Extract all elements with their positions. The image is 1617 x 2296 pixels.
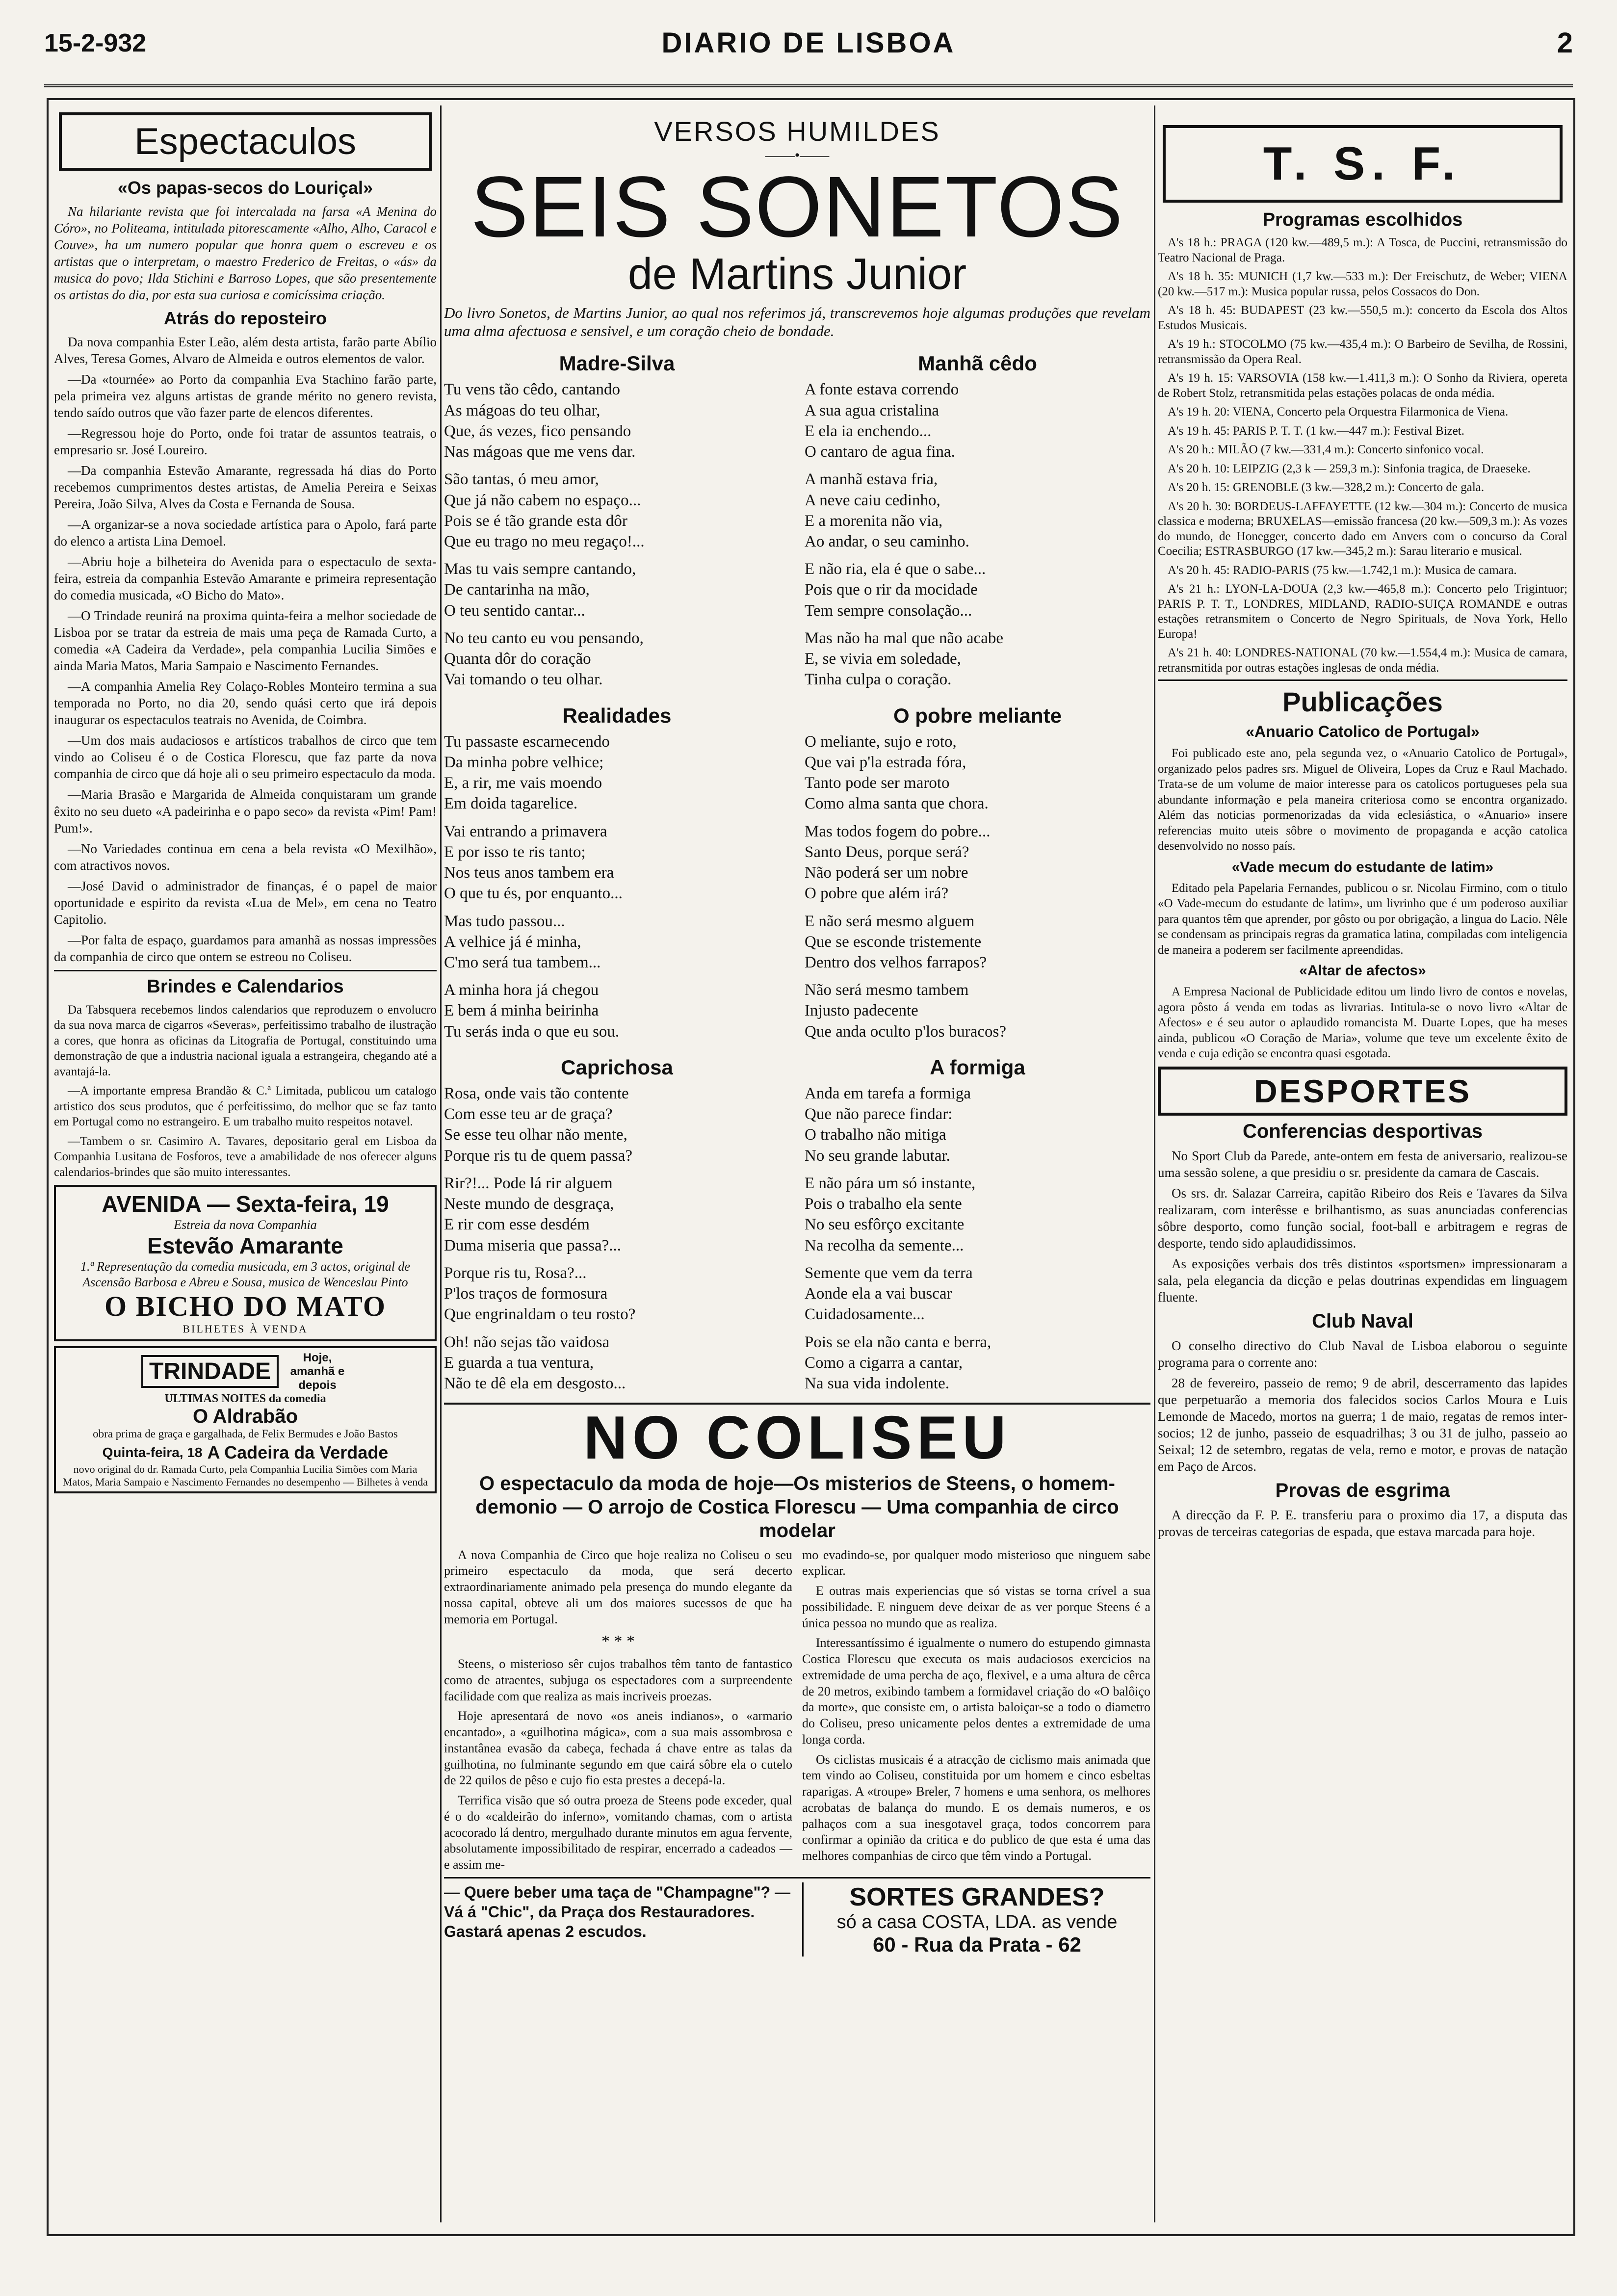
desportes-title: Provas de esgrima — [1275, 1479, 1450, 1501]
poem-stanza: Mas tu vais sempre cantando, De cantarinha na mão, O teu sentido cantar... — [444, 560, 636, 620]
publicacoes-text: A Empresa Nacional de Publicidade editou um lindo livro de contos e novelas, agora pôsto á venda em todas as livrarias. Intitula-se o novo livro «Altar de Afectos» e é seu autor o aplaudido romancista M. Duarte Lopes, que ha meses ainda, publicou «O Coração de Maria», volume que teve um excelente êxito de venda e cuja edição se encontra quasi esgotada. — [1158, 985, 1567, 1060]
masthead-rule — [44, 84, 1573, 87]
ad-avenida-desc: 1.ª Representação da comedia musicada, em 3 actos, original de Ascensão Barbosa e Abreu e Sousa, musica de Wenceslau Pinto — [80, 1259, 410, 1289]
desportes-title: Club Naval — [1312, 1310, 1413, 1332]
coliseu-separator: * * * — [601, 1632, 635, 1651]
list-item: A's 21 h.: LYON-LA-DOUA (2,3 kw.—465,8 m.): Concerto pelo Trigintuor; PARIS P. T. T., LONDRES, MIDLAND, RADIO-SUIÇA ROMANDE e outras estações retransmitem o Concerto de Negro Spirituals, de Nova York, Hello Europa! — [1158, 582, 1567, 641]
list-item: A's 20 h. 15: GRENOBLE (3 kw.—328,2 m.): Concerto de gala. — [1168, 481, 1485, 494]
publicacoes-title: «Vade mecum do estudante de latim» — [1231, 859, 1494, 875]
list-item: A's 18 h. 45: BUDAPEST (23 kw.—550,5 m.): concerto da Escola dos Altos Estudos Musicais. — [1158, 304, 1567, 332]
tsf-header-box — [1163, 125, 1563, 203]
ad-sortes-line: só a casa COSTA, LDA. as vende — [836, 1911, 1118, 1932]
versos-intro: Do livro Sonetos, de Martins Junior, ao qual nos referimos já, transcrevemos hoje algumas produções que revelam uma alma afectuosa e sensivel, e um coração cheio de bondade. — [444, 304, 1150, 340]
publicacoes-text: Foi publicado este ano, pela segunda vez, o «Anuario Catolico de Portugal», organizado pelos padres srs. Miguel de Oliveira, Lopes da Cruz e Raul Machado. Trata-se de um volume de maior interesse para os catolicos portugueses pela sua abundante informação e pela maneira criteriosa como se encontra organizado. Além das noticias pormenorizadas da vida eclesiástica, o «Anuario» insere referencias muito uteis sôbre o movimento de propaganda e acção catolica desenvolvido no nosso país. — [1158, 747, 1567, 853]
newspaper-title: DIARIO DE LISBOA — [661, 27, 956, 59]
poem-stanza: Pois se ela não canta e berra, Como a cigarra a cantar, Na sua vida indolente. — [805, 1333, 991, 1392]
ad-avenida — [54, 1185, 437, 1341]
poem-title: Madre-Silva — [559, 352, 675, 375]
ad-trindade-date: Quinta-feira, 18 — [102, 1444, 203, 1460]
list-item: A's 19 h. 20: VIENA, Concerto pela Orquestra Filarmonica de Viena. — [1168, 405, 1509, 418]
poem-stanza: No teu canto eu vou pensando, Quanta dôr do coração Vai tomando o teu olhar. — [444, 629, 644, 689]
poem — [805, 1049, 1150, 1401]
poem-stanza: A minha hora já chegou E bem á minha beirinha Tu serás inda o que eu sou. — [444, 981, 620, 1041]
poem-stanza: E não pára um só instante, Pois o trabalho ela sente No seu esfôrço excitante Na recolha da semente... — [805, 1174, 976, 1254]
story-paragraph: —No Variedades continua em cena a bela revista «O Mexilhão», com atractivos novos. — [54, 841, 437, 873]
ad-trindade-play1: O Aldrabão — [192, 1405, 298, 1427]
tsf-subtitle: Programas escolhidos — [1262, 209, 1463, 230]
poem-stanza: Não será mesmo tambem Injusto padecente Que anda oculto p'los buracos? — [805, 981, 1006, 1041]
ad-trindade-line1: ULTIMAS NOITES da comedia — [164, 1392, 326, 1405]
desportes-text: O conselho directivo do Club Naval de Lisboa elaborou o seguinte programa para o corrente ano: — [1158, 1338, 1567, 1370]
story-paragraph: —José David o administrador de finanças, é o papel de maior oportunidade e espirito da revista «Lua de Mel», em cena no Teatro Capitolio. — [54, 878, 437, 927]
ad-trindade-side: Hoje, amanhã e depois — [290, 1351, 345, 1392]
desportes-text: No Sport Club da Parede, ante-ontem em festa de aniversario, realizou-se uma sessão solene, a que presidiu o sr. presidente da camara de Cascais. — [1158, 1148, 1567, 1180]
list-item: A's 19 h.: STOCOLMO (75 kw.—435,4 m.): O Barbeiro de Sevilha, de Rossini, retransmissão da Opera Real. — [1158, 338, 1567, 366]
poems-grid — [444, 345, 1150, 1401]
list-item: A's 21 h. 40: LONDRES-NATIONAL (70 kw.—1.554,4 m.): Musica de camara, retransmitida por outras estações inglesas de onda média. — [1158, 646, 1567, 675]
poem-title: Manhã cêdo — [918, 352, 1037, 375]
poem-stanza: Mas tudo passou... A velhice já é minha, C'mo será tua tambem... — [444, 912, 601, 971]
poem-stanza: Mas não ha mal que não acabe E, se vivia em soledade, Tinha culpa o coração. — [805, 629, 1003, 689]
desportes-header: DESPORTES — [1253, 1072, 1472, 1109]
coliseu-paragraph: Os ciclistas musicais é a atracção de ciclismo mais animada que tem vindo ao Coliseu, constituida por um homem e cinco esbeltas raparigas. A «troupe» Breler, 7 homens e uma senhora, os melhores acrobatas de balança do mundo. E os demais numeros, e os palhaços com a sua inesgotavel graça, todos concorrem para confirmar a opinião da critica e do publico de que esta é uma das melhores companhias de circo que têm vindo a Portugal. — [802, 1752, 1150, 1863]
poem-stanza: Vai entrando a primavera E por isso te ris tanto; Nos teus anos tambem era O que tu és, por enquanto... — [444, 822, 623, 903]
publicacoes-header: Publicações — [1282, 686, 1443, 717]
poem-stanza: A fonte estava correndo A sua agua cristalina E ela ia enchendo... O cantaro de agua fina. — [805, 381, 959, 461]
poem-stanza: Porque ris tu, Rosa?... P'los traços de formosura Que engrinaldam o teu rosto? — [444, 1264, 636, 1324]
divider — [1158, 679, 1567, 681]
bottom-ads — [444, 1877, 1150, 1957]
poem-stanza: Rosa, onde vais tão contente Com esse teu ar de graça? Se esse teu olhar não mente, Porque ris tu de quem passa? — [444, 1084, 632, 1165]
coliseu-paragraph: Terrifica visão que só outra proeza de Steens pode exceder, qual é o do «caldeirão do inferno», vomitando chamas, com o artista acocorado lá dentro, mergulhado durante minutos em agua fervente, absolutamente impossibilitado de respirar, encerrado a cadeados — e assim me- — [444, 1793, 792, 1872]
ad-trindade-play2: A Cadeira da Verdade — [207, 1442, 389, 1462]
story-paragraph: —Maria Brasão e Margarida de Almeida conquistaram um grande êxito no seu dueto «A padeirinha e o papo seco» da revista «Pim! Pam! Pum!». — [54, 787, 437, 835]
desportes-header-box — [1158, 1067, 1567, 1116]
ad-chic: — Quere beber uma taça de "Champagne"? — Vá á "Chic", da Praça dos Restauradores. Gastará apenas 2 escudos. — [444, 1883, 791, 1940]
divider — [54, 970, 437, 971]
story-paragraph: —Abriu hoje a bilheteira do Avenida para o espectaculo de sexta-feira, estreia da companhia Estevão Amarante e primeira representação do comedia musicada, «O Bicho do Mato». — [54, 554, 437, 603]
ad-avenida-foot: BILHETES À VENDA — [183, 1322, 308, 1335]
poem-stanza: A manhã estava fria, A neve caiu cedinho, E a morenita não via, Ao andar, o seu caminho. — [805, 470, 969, 551]
story-title: «Os papas-secos do Louriçal» — [117, 178, 373, 198]
ad-trindade-line3: novo original do dr. Ramada Curto, pela Companhia Lucilia Simões com Maria Matos, Maria Sampaio e Nascimento Fernandes no desempenho — Bilhetes à venda — [62, 1462, 428, 1488]
espectaculos-header-box — [59, 112, 432, 171]
espectaculos-header: Espectaculos — [134, 121, 357, 162]
poem-stanza: E não será mesmo alguem Que se esconde tristemente Dentro dos velhos farrapos? — [805, 912, 987, 971]
story-text: Na hilariante revista que foi intercalada na farsa «A Menina do Córo», no Politeama, intitulada pitorescamente «Alho, Alho, Caracol e Couve», ha um numero popular que honra quem o escreveu e os artistas que o interpretam, o maestro Frederico de Freitas, o «ás» da musica do povo; Ilda Stichini e Barroso Lopes, que são presentemente os artistas do dia, por esta sua curiosa e comicíssima criação. — [54, 204, 437, 303]
poem-stanza: Semente que vem da terra Aonde ela a vai buscar Cuidadosamente... — [805, 1264, 973, 1324]
publicacoes-title: «Altar de afectos» — [1299, 963, 1426, 979]
poem-title: Caprichosa — [561, 1055, 673, 1079]
coliseu-paragraph: E outras mais experiencias que só vistas se torna crível a sua possibilidade. E ninguem deve deixar de as ver porque Steens é a única pessoa no mundo que as realiza. — [802, 1584, 1150, 1630]
brindes-paragraph: —Tambem o sr. Casimiro A. Tavares, depositario geral em Lisboa da Companhia Lusitana de Fosforos, teve a amabilidade de nos oferecer alguns calendarios-brindes que são muito interessantes. — [54, 1134, 437, 1179]
column-rule — [440, 105, 442, 2222]
coliseu-article — [444, 1547, 1150, 1877]
masthead — [44, 20, 1573, 74]
list-item: A's 20 h.: MILÃO (7 kw.—331,4 m.): Concerto sinfonico vocal. — [1168, 443, 1484, 456]
poem-stanza: Oh! não sejas tão vaidosa E guarda a tua ventura, Não te dê ela em desgosto... — [444, 1333, 626, 1392]
story-paragraph: —A companhia Amelia Rey Colaço-Robles Monteiro termina a sua temporada no Porto, no dia 20, sendo quási certo que irá depois inaugurar os espectaculos teatrais no Avenida, de Coimbra. — [54, 679, 437, 728]
coliseu-paragraph: A nova Companhia de Circo que hoje realiza no Coliseu o seu primeiro espectaculo da moda, que será decerto extraordinariamente animado pela presença do mundo elegante da nossa capital, obteve ali um dos maiores sucessos de que ha memoria em Portugal. — [444, 1547, 792, 1626]
ad-trindade — [54, 1346, 437, 1493]
issue-date: 15-2-932 — [44, 29, 147, 57]
ad-trindade-line2: obra prima de graça e gargalhada, de Felix Bermudes e João Bastos — [93, 1427, 398, 1440]
ad-sortes — [802, 1882, 1150, 1957]
ornament-icon: ——•—— — [765, 147, 830, 163]
poem-stanza: E não ria, ela é que o sabe... Pois que o rir da mocidade Tem sempre consolação... — [805, 560, 986, 620]
poem — [805, 345, 1150, 697]
list-item: A's 20 h. 10: LEIPZIG (2,3 k — 259,3 m.): Sinfonia tragica, de Draeseke. — [1168, 462, 1531, 475]
column-versos — [444, 105, 1150, 2222]
brindes-paragraph: —A importante empresa Brandão & C.ª Limitada, publicou um catalogo artistico dos seus produtos, que é perfeitissimo, do melhor que se faz tanto em Portugal como no estrangeiro. E um trabalho muito respeitos notavel. — [54, 1084, 437, 1129]
poem-title: O pobre meliante — [893, 704, 1062, 727]
ad-avenida-head: AVENIDA — Sexta-feira, 19 — [102, 1191, 389, 1217]
tsf-programme-list — [1158, 235, 1567, 676]
versos-title: SEIS SONETOS — [470, 159, 1124, 255]
list-item: A's 19 h. 15: VARSOVIA (158 kw.—1.411,3 m.): O Sonho da Riviera, opereta de Robert Stolz, retransmitida pelas estações polacas de onda média. — [1158, 371, 1567, 400]
ad-avenida-sub: Estreia da nova Companhia — [174, 1218, 317, 1232]
poem-stanza: O meliante, sujo e roto, Que vai p'la estrada fóra, Tanto pode ser maroto Como alma santa que chora. — [805, 732, 989, 813]
ad-avenida-company: Estevão Amarante — [147, 1233, 343, 1259]
list-item: A's 19 h. 45: PARIS P. T. T. (1 kw.—447 m.): Festival Bizet. — [1168, 424, 1465, 438]
poem — [805, 697, 1150, 1049]
story-title: Atrás do reposteiro — [163, 308, 327, 329]
ad-trindade-head: TRINDADE — [141, 1355, 279, 1388]
publicacoes-title: «Anuario Catolico de Portugal» — [1246, 723, 1480, 740]
ad-sortes-head: SORTES GRANDES? — [849, 1882, 1105, 1911]
poem — [444, 697, 790, 1049]
versos-kicker: VERSOS HUMILDES — [654, 116, 940, 147]
poem-title: A formiga — [930, 1055, 1025, 1079]
poem-stanza: Rir?!... Pode lá rir alguem Neste mundo de desgraça, E rir com esse desdém Duma miseria que passa?... — [444, 1174, 622, 1254]
desportes-text: 28 de fevereiro, passeio de remo; 9 de abril, descerramento das lapides que perpetuarão a memoria dos falecidos socios Carlos Moura e Luis Lemonde de Macedo, mortos na guerra; 1 de maio, regatas de remos inter-socios; 12 de junho, passeio de esquadrilhas; 3 ou 31 de julho, passeio ao Seixal; 12 de setembro, regatas de vela, remo e motor, e provas de natação em Paço de Arcos. — [1158, 1375, 1567, 1474]
desportes-text: As exposições verbais dos três distintos «sportsmen» impressionaram a sala, pela elegancia da dicção e pelas doutrinas expendidas em linguagem fluente. — [1158, 1256, 1567, 1305]
desportes-title: Conferencias desportivas — [1242, 1120, 1483, 1142]
ad-avenida-play: O BICHO DO MATO — [104, 1290, 387, 1322]
column-rule — [1154, 105, 1155, 2222]
coliseu-paragraph: mo evadindo-se, por qualquer modo misterioso que ninguem sabe explicar. — [802, 1547, 1150, 1578]
column-tsf — [1158, 105, 1567, 2222]
story-paragraph: —A organizar-se a nova sociedade artística para o Apolo, fará parte do elenco a artista Lina Demoel. — [54, 517, 437, 549]
poem-stanza: Tu vens tão cêdo, cantando As mágoas do teu olhar, Que, ás vezes, fico pensando Nas mágoas que me vens dar. — [444, 381, 636, 461]
poem-stanza: São tantas, ó meu amor, Que já não cabem no espaço... Pois se é tão grande esta dôr Que eu trago no meu regaço!... — [444, 470, 645, 551]
coliseu-paragraph: Steens, o misterioso sêr cujos trabalhos têm tanto de fantastico como de atraentes, subjuga os espectadores com a surpreendente facilidade com que realiza as mais incriveis proezas. — [444, 1657, 792, 1703]
desportes-text: A direcção da F. P. E. transferiu para o proximo dia 17, a disputa das provas de terceiras categorias de espada, que estava marcada para hoje. — [1158, 1507, 1567, 1539]
story-paragraph: Da nova companhia Ester Leão, além desta artista, farão parte Abílio Alves, Teresa Gomes, Alvaro de Almeida e outros elementos de valor. — [54, 335, 437, 366]
poem-stanza: Mas todos fogem do pobre... Santo Deus, porque será? Não poderá ser um nobre O pobre que além irá? — [805, 822, 991, 903]
poem — [444, 1049, 790, 1401]
page-number: 2 — [1557, 27, 1573, 59]
list-item: A's 18 h.: PRAGA (120 kw.—489,5 m.): A Tosca, de Puccini, retransmissão do Teatro Nacional de Praga. — [1158, 236, 1567, 264]
story-paragraph: —Da «tournée» ao Porto da companhia Eva Stachino farão parte, pela primeira vez alguns artistas de grande mérito no genero revista, tendo saído outros que vão fazer parte de elencos diferentes. — [54, 372, 437, 420]
coliseu-paragraph: Interessantíssimo é igualmente o numero do estupendo gimnasta Costica Florescu que executa os mais audaciosos exercicios na extremidade de uma percha de aço, flexivel, e a uma altura de cêrca de 20 metros, exibindo tambem a formidavel criação do «O balôiço da morte», que consiste em, o artista baloiçar-se a todo o diametro do Coliseu, preso unicamente pelos dentes a extremidade de uma longa corda. — [802, 1636, 1150, 1747]
story-paragraph: —Por falta de espaço, guardamos para amanhã as nossas impressões da companhia de circo que ontem se estreou no Coliseu. — [54, 932, 437, 964]
column-espectaculos — [54, 105, 437, 2222]
story-paragraph: —O Trindade reunirá na proxima quinta-feira a melhor sociedade de Lisboa por se tratar da estreia de mais uma peça de Ramada Curto, a comedia «A Cadeira da Verdade», pela companhia Lucilia Simões e ainda Maria Matos, Maria Sampaio e Nascimento Fernandes. — [54, 608, 437, 674]
story-paragraph: —Um dos mais audaciosos e artísticos trabalhos de circo que tem vindo ao Coliseu é o de Costica Florescu, que faz parte da nova companhia de circo que dá hoje ali o seu primeiro espectaculo da moda. — [54, 733, 437, 782]
brindes-title: Brindes e Calendarios — [147, 976, 344, 997]
versos-author: de Martins Junior — [627, 250, 967, 299]
list-item: A's 18 h. 35: MUNICH (1,7 kw.—533 m.): Der Freischutz, de Weber; VIENA (20 kw.—517 m.): Musica popular russa, pelos Cossacos do Don. — [1158, 270, 1567, 298]
publicacoes-text: Editado pela Papelaria Fernandes, publicou o sr. Nicolau Firmino, com o titulo «O Vade-mecum do estudante de latim», um livrinho que é um poderoso auxiliar para quantos têm que aprender, por gôsto ou por obrigação, a lingua do Lacio. Nêle se condensam as principais regras da gramatica latina, compiladas com inteligencia de maneira a poderem ser facilmente apreendidas. — [1158, 881, 1567, 957]
story-paragraph: —Da companhia Estevão Amarante, regressada há dias do Porto recebemos cumprimentos destes artistas, de Amelia Pereira e Seixas Pereira, João Silva, Alves da Costa e Fernanda de Sousa. — [54, 463, 437, 512]
list-item: A's 20 h. 45: RADIO-PARIS (75 kw.—1.742,1 m.): Musica de camara. — [1168, 563, 1517, 577]
coliseu-paragraph: Hoje apresentará de novo «os aneis indianos», o «armario encantado», a «guilhotina mágica», com a sua mais assombrosa e instantânea evasão da cabeça, fechada á chave entre as talas da guilhotina, no fulminante segundo em que cairá sôbre ela o cutelo de 22 quilos de pêso e cujo fio esta prestes a decepá-la. — [444, 1709, 792, 1788]
desportes-text: Os srs. dr. Salazar Carreira, capitão Ribeiro dos Reis e Tavares da Silva realizaram, com interêsse e brilhantismo, as suas anunciadas conferencias sôbre desporto, como função social, foot-ball e arbitragem e regras de desporte, tendo sido aplaudidissimos. — [1158, 1185, 1567, 1251]
poem — [444, 345, 790, 697]
list-item: A's 20 h. 30: BORDEUS-LAFFAYETTE (12 kw.—304 m.): Concerto de musica classica e moderna; BRUXELAS—emissão francesa (20 kw.—509,3 m.): As vozes do mundo, de Honegger, concerto dado em Anvers com o concurso da Coral Coecilia; ESTRASBURGO (17 kw.—345,2 m.): Sarau literario e musical. — [1158, 499, 1567, 558]
coliseu-title: NO COLISEU — [583, 1404, 1011, 1472]
brindes-paragraph: Da Tabsquera recebemos lindos calendarios que reproduzem o envolucro da sua nova marca de cigarros «Severas», perfeitissimo trabalho de ilustração a cores, que honra as oficinas da Litografia de Portugal, constituindo uma demonstração de que a industria nacional iguala a estrangeira, chegando até a avantajá-la. — [54, 1003, 437, 1078]
poem-stanza: Anda em tarefa a formiga Que não parece findar: O trabalho não mitiga No seu grande labutar. — [805, 1084, 971, 1165]
tsf-header: T. S. F. — [1263, 137, 1462, 190]
coliseu-subtitle: O espectaculo da moda de hoje—Os misterios de Steens, o homem-demonio — O arrojo de Costica Florescu — Uma companhia de circo modelar — [475, 1472, 1119, 1541]
poem-title: Realidades — [562, 704, 672, 727]
ad-sortes-addr: 60 - Rua da Prata - 62 — [873, 1932, 1081, 1956]
poem-stanza: Tu passaste escarnecendo Da minha pobre velhice; E, a rir, me vais moendo Em doida tagarelice. — [444, 732, 610, 813]
story-paragraph: —Regressou hoje do Porto, onde foi tratar de assuntos teatrais, o empresario sr. José Loureiro. — [54, 426, 437, 458]
